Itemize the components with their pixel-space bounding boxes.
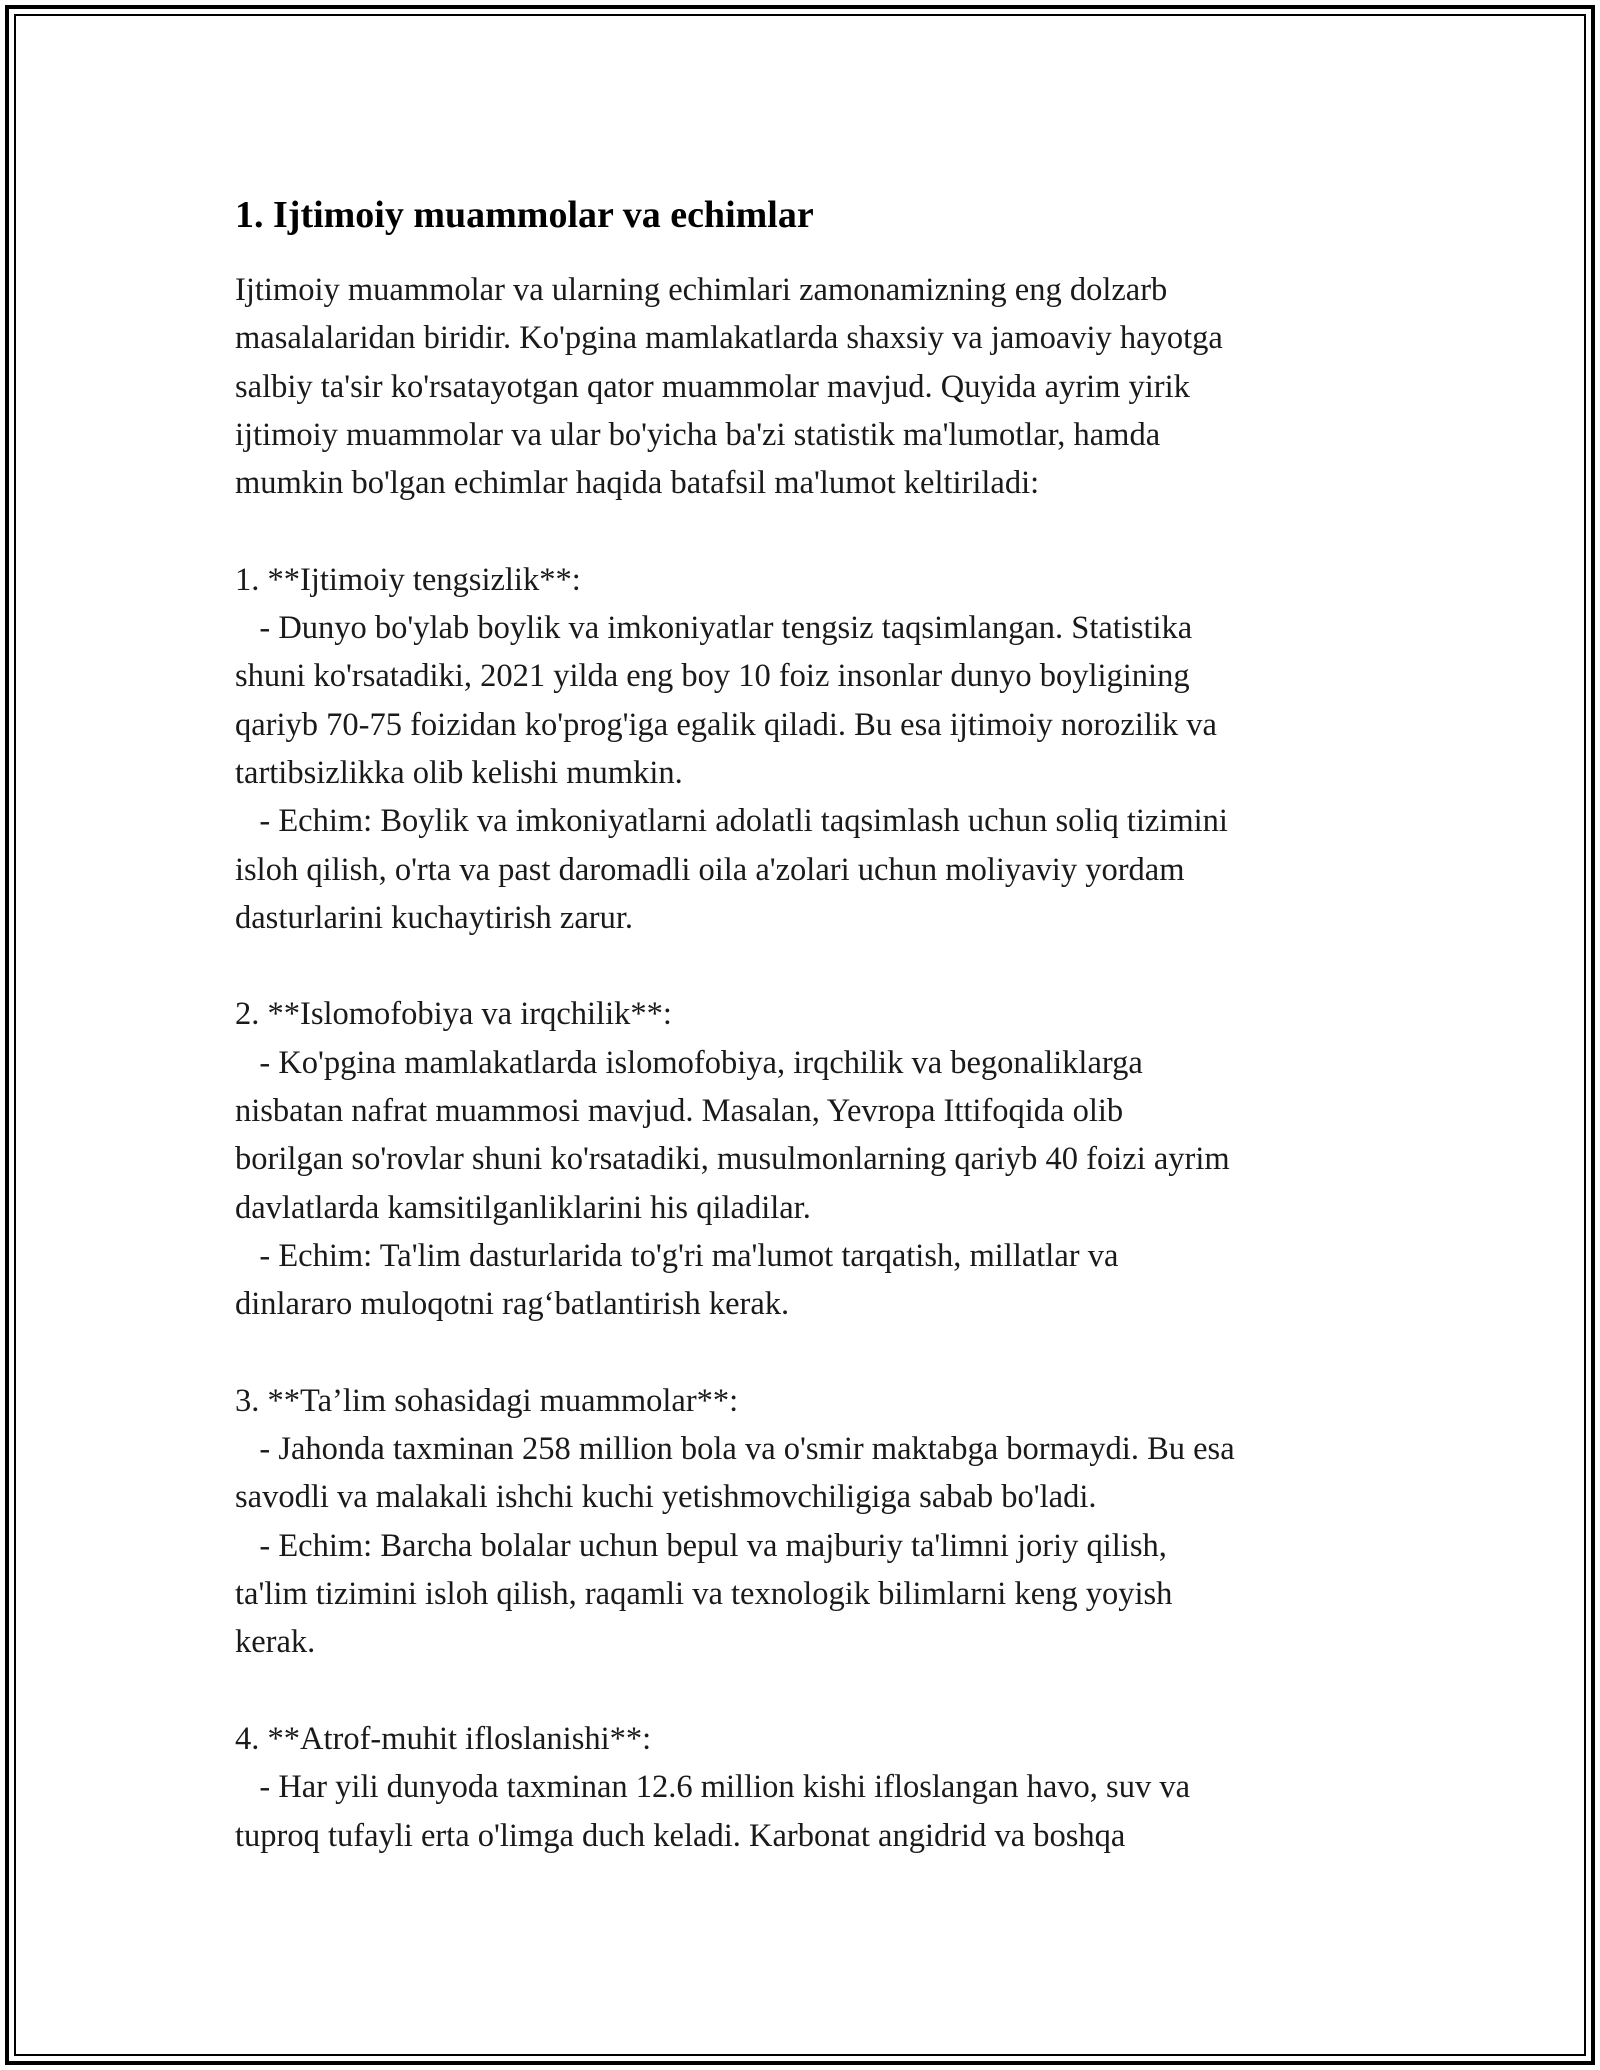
body-text: Ijtimoiy muammolar va ularning echimlari zamonamizning eng dolzarb masalalaridan biridir. Ko'pgina mamlakatlarda shaxsiy va jamoaviy hayotga salbiy ta'sir ko'rsatayotgan qator muammolar mavjud. Quyida ayrim yirik ijtimoiy muammolar va ular bo'yicha ba'zi statistik ma'lumotlar, hamda mumkin bo'lgan echimlar haqida batafsil ma'lumot keltiriladi: 1. **Ijtimoiy tengsizlik**: - Dunyo bo'ylab boylik va imkoniyatlar tengsiz taqsimlangan. Statistika shuni ko'rsatadiki, 2021 yilda eng boy 10 foiz insonlar dunyo boyligining qariyb 70-75 foizidan ko'prog'iga egalik qiladi. Bu esa ijtimoiy norozilik va tartibsizlikka olib kelishi mumkin. - Echim: Boylik va imkoniyatlarni adolatli taqsimlash uchun soliq tizimini isloh qilish, o'rta va past daromadli oila a'zolari uchun moliyaviy yordam dasturlarini kuchaytirish zarur. 2. **Islomofobiya va irqchilik**: - Ko'pgina mamlakatlarda islomofobiya, irqchilik va begonaliklarga nisbatan nafrat muammosi mavjud. Masalan, Yevropa Ittifoqida olib borilgan so'rovlar shuni ko'rsatadiki, musulmonlarning qariyb 40 foizi ayrim davlatlarda kamsitilganliklarini his qiladilar. - Echim: Ta'lim dasturlarida to'g'ri ma'lumot tarqatish, millatlar va dinlararo muloqotni rag‘batlantirish kerak. 3. **Ta’lim sohasidagi muammolar**: - Jahonda taxminan 258 million bola va o'smir maktabga bormaydi. Bu esa savodli va malakali ishchi kuchi yetishmovchiligiga sabab bo'ladi. - Echim: Barcha bolalar uchun bepul va majburiy ta'limni joriy qilish, ta'lim tizimini isloh qilish, raqamli va texnologik bilimlarni keng yoyish kerak. 4. **Atrof-muhit ifloslanishi**: - Har yili dunyoda taxminan 12.6 million kishi ifloslangan havo, suv va tuproq tufayli erta o'limga duch keladi. Karbonat angidrid va boshqa xyxy=(235,272,1235,1854)
document-content xyxy=(235,190,1385,1860)
section-heading: 1. Ijtimoiy muammolar va echimlar xyxy=(235,194,814,236)
